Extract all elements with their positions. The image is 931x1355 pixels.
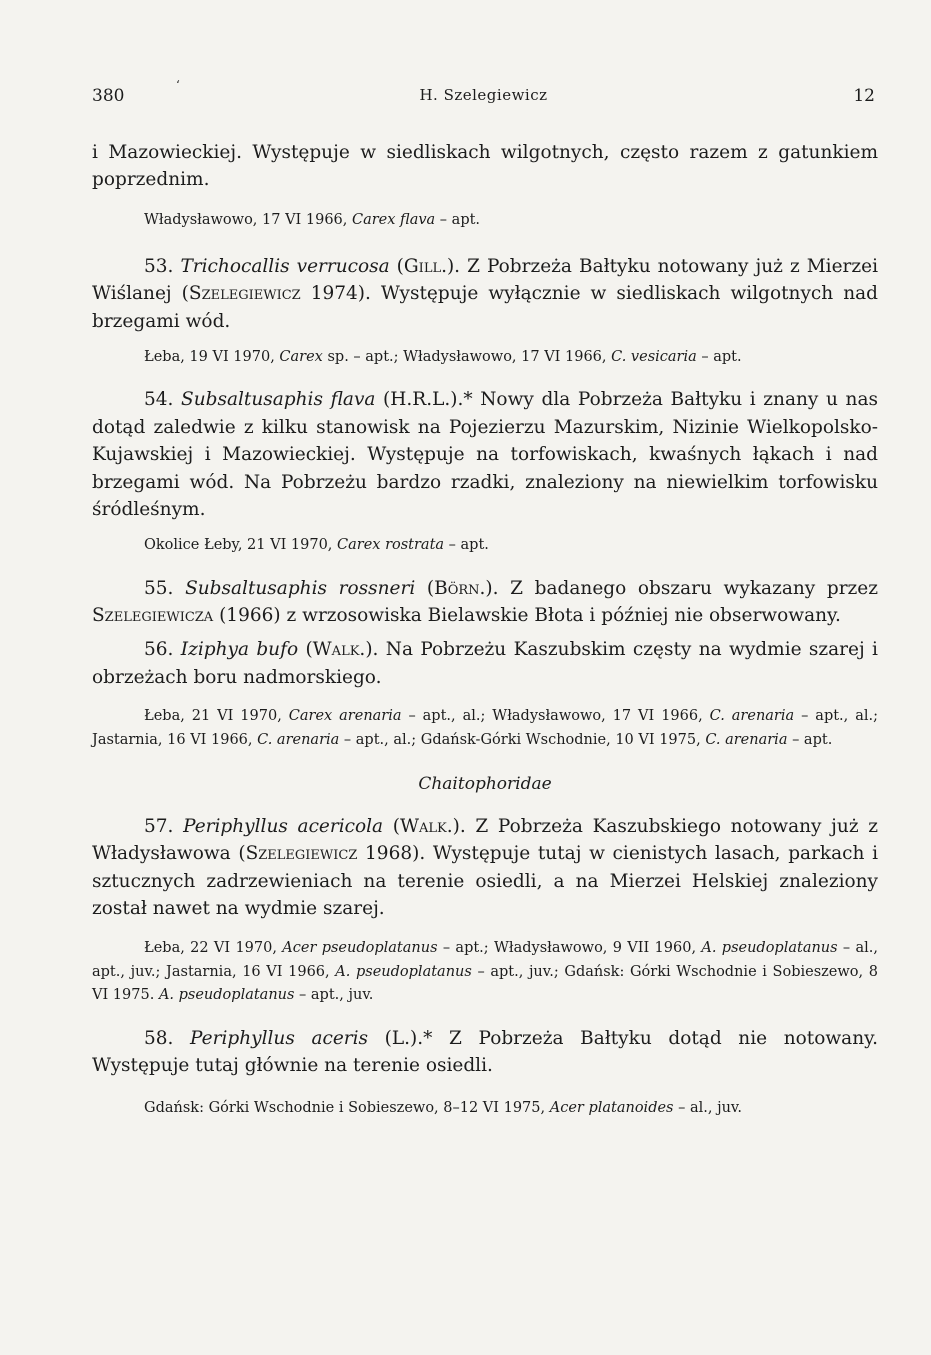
entry-57: 57. Periphyllus acericola (Walk.). Z Pobrzeża Kaszubskiego notowany już z Władysławowa (Szelegiewicz 1968). Występuje tutaj w cienistych lasach, parkach i sztucznych zadrzewieniach na terenie osiedli, a na Mierzei Helskiej znaleziony został nawet na wydmie szarej. (92, 815, 878, 919)
entry-56: 56. Iziphya bufo (Walk.). Na Pobrzeżu Kaszubskim częsty na wydmie szarej i obrzeżach boru nadmorskiego. (92, 639, 878, 688)
entry-58: 58. Periphyllus aceris (L.).* Z Pobrzeża Bałtyku dotąd nie notowany. Występuje tutaj głównie na terenie osiedli. (92, 1027, 878, 1077)
species-name: Iziphya bufo (180, 639, 299, 661)
entry-54-record: Okolice Łeby, 21 VI 1970, Carex rostrata – apt. (144, 537, 489, 554)
running-author: H. Szelegiewicz (419, 86, 548, 104)
family-heading: Chaitophoridae (418, 773, 552, 794)
entry-55: 55. Subsaltusaphis rossneri (Börn.). Z badanego obszaru wykazany przez Szelegiewicza (1966) z wrzosowiska Bielawskie Błota i później nie obserwowany. (92, 577, 878, 627)
intro-record: Władysławowo, 17 VI 1966, Carex flava – apt. (144, 211, 481, 228)
species-name: Subsaltusaphis flava (181, 389, 376, 411)
print-mark: ‘ (176, 78, 180, 92)
species-name: Periphyllus acericola (183, 815, 384, 837)
entry-53: 53. Trichocallis verrucosa (Gill.). Z Pobrzeża Bałtyku notowany już z Mierzei Wiślanej (Szelegiewicz 1974). Występuje wyłącznie w siedliskach wilgotnych nad brzegami wód. (92, 256, 878, 332)
entry-57-record: Łeba, 22 VI 1970, Acer pseudoplatanus – apt.; Władysławowo, 9 VII 1960, A. pseudoplatanus – al., apt., juv.; Jastarnia, 16 VI 1966, A. pseudoplatanus – apt., juv.; Gdańsk: Górki Wschodnie i Sobieszewo, 8 VI 1975. A. pseudoplatanus – apt., juv. (92, 940, 878, 1003)
species-name: Trichocallis verrucosa (180, 256, 390, 278)
species-name: Subsaltusaphis rossneri (185, 577, 416, 599)
entry-54: 54. Subsaltusaphis flava (H.R.L.).* Nowy dla Pobrzeża Bałtyku i znany u nas dotąd zaledwie z kilku stanowisk na Pojezierzu Mazurskim, Nizinie Wielkopolsko-Kujawskiej i Mazowieckiej. Występuje na torfowiskach, kwaśnych łąkach i nad brzegami wód. Na Pobrzeżu bardzo rzadki, znaleziony na niewielkim torfowisku śródleśnym. (92, 389, 878, 521)
entry-53-record: Łeba, 19 VI 1970, Carex sp. – apt.; Władysławowo, 17 VI 1966, C. vesicaria – apt. (144, 349, 742, 366)
intro-paragraph: i Mazowieckiej. Występuje w siedliskach wilgotnych, często razem z gatunkiem poprzednim. (92, 142, 878, 191)
running-header (92, 78, 875, 110)
entry-56-record: Łeba, 21 VI 1970, Carex arenaria – apt., al.; Władysławowo, 17 VI 1966, C. arenaria – apt., al.; Jastarnia, 16 VI 1966, C. arenaria – apt., al.; Gdańsk-Górki Wschodnie, 10 VI 1975, C. arenaria – apt. (92, 708, 878, 748)
page-body (92, 139, 878, 1120)
species-name: Periphyllus aceris (190, 1027, 369, 1049)
entry-58-record: Gdańsk: Górki Wschodnie i Sobieszewo, 8–12 VI 1975, Acer platanoides – al., juv. (144, 1099, 742, 1116)
running-number: 12 (853, 86, 875, 106)
page-number: 380 (92, 86, 125, 106)
